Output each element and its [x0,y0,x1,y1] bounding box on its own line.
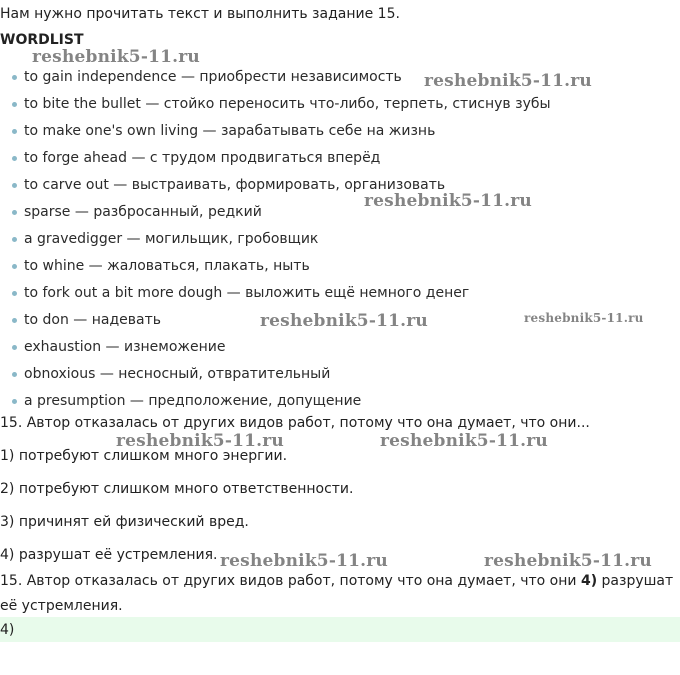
bullet-dot-icon [12,237,17,242]
question-text: 15. Автор отказалась от других видов работ, потому что она думает, что они... [0,415,590,431]
bullet-dot-icon [12,102,17,107]
watermark: reshebnik5-11.ru [32,47,200,67]
wordlist-item [0,337,551,364]
bullet-dot-icon [12,210,17,215]
watermark: reshebnik5-11.ru [524,311,644,325]
bullet-dot-icon [12,345,17,350]
wordlist-item-text: to don — надевать [24,312,161,328]
watermark: reshebnik5-11.ru [260,311,428,331]
final-answer: 4) [0,622,15,638]
wordlist-item [0,364,551,391]
answer-sentence-suffix: разрушат [597,573,674,589]
wordlist-item-text: to fork out a bit more dough — выложить ещё немного денег [24,285,470,301]
wordlist-item-text: to make one's own living — зарабатывать себе на жизнь [24,123,436,139]
option-2: 2) потребуют слишком много ответственности. [0,481,354,497]
bullet-dot-icon [12,129,17,134]
wordlist-item-text: to bite the bullet — стойко переносить что-либо, терпеть, стиснув зубы [24,96,551,112]
wordlist-item-text: a presumption — предположение, допущение [24,393,362,409]
wordlist-item-text: to gain independence — приобрести независимость [24,69,402,85]
wordlist [0,67,551,418]
wordlist-item-text: sparse — разбросанный, редкий [24,204,262,220]
watermark: reshebnik5-11.ru [484,551,652,571]
answer-sentence-line2: её устремления. [0,598,123,614]
wordlist-item-text: to carve out — выстраивать, формировать, организовать [24,177,446,193]
final-answer-bar [0,617,680,642]
wordlist-item-text: to forge ahead — с трудом продвигаться вперёд [24,150,381,166]
wordlist-item-text: to whine — жаловаться, плакать, ныть [24,258,310,274]
wordlist-item [0,256,551,283]
option-3: 3) причинят ей физический вред. [0,514,249,530]
intro-text: Нам нужно прочитать текст и выполнить задание 15. [0,6,400,22]
option-4: 4) разрушат её устремления. [0,547,218,563]
wordlist-item [0,94,551,121]
wordlist-item [0,148,551,175]
answer-sentence-prefix: 15. Автор отказалась от других видов работ, потому что она думает, что они [0,573,581,589]
bullet-dot-icon [12,318,17,323]
watermark: reshebnik5-11.ru [116,431,284,451]
watermark: reshebnik5-11.ru [364,191,532,211]
watermark: reshebnik5-11.ru [424,71,592,91]
wordlist-item [0,121,551,148]
bullet-dot-icon [12,291,17,296]
wordlist-heading: WORDLIST [0,32,84,48]
bullet-dot-icon [12,156,17,161]
wordlist-item-text: a gravedigger — могильщик, гробовщик [24,231,319,247]
answer-sentence [0,571,673,591]
wordlist-item [0,229,551,256]
answer-sentence-bold: 4) [580,573,598,589]
wordlist-item-text: exhaustion — изнеможение [24,339,226,355]
wordlist-item-text: obnoxious — несносный, отвратительный [24,366,331,382]
bullet-dot-icon [12,183,17,188]
bullet-dot-icon [12,264,17,269]
bullet-dot-icon [12,75,17,80]
bullet-dot-icon [12,399,17,404]
watermark: reshebnik5-11.ru [220,551,388,571]
watermark: reshebnik5-11.ru [380,431,548,451]
option-1: 1) потребуют слишком много энергии. [0,448,288,464]
bullet-dot-icon [12,372,17,377]
wordlist-item [0,283,551,310]
